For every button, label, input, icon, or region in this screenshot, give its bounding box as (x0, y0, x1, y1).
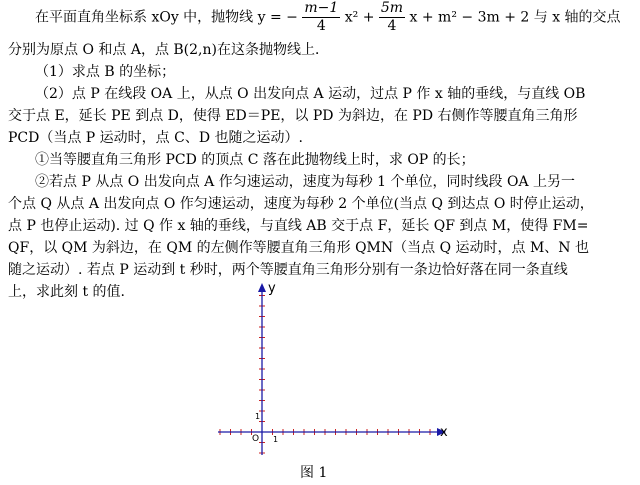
line1-mid: x² + (344, 9, 375, 26)
question-2-line-1: （2）点 P 在线段 OA 上，从点 O 出发向点 A 运动，过点 P 作 x 轴的垂线，与直线 OB (35, 86, 586, 102)
question-1: （1）求点 B 的坐标； (35, 64, 176, 80)
x-unit-label: 1 (273, 435, 279, 444)
y-axis-label: y (268, 281, 276, 296)
sub-question-2-line-5: 随之运动）. 若点 P 运动到 t 秒时，两个等腰直角三角形分别有一条边恰好落在同一条直线 (8, 262, 568, 278)
sub-question-2-line-6: 上，求此刻 t 的值. (8, 284, 125, 300)
sub-question-2-line-2: 个点 Q 从点 A 出发向点 O 作匀速运动，速度为每秒 2 个单位(当点 Q 到达点 O 时停止运动， (8, 196, 594, 212)
sub-question-2-line-4: QF，以 QM 为斜边，在 QM 的左侧作等腰直角三角形 QMN（当点 Q 运动时，点 M、N 也 (8, 240, 589, 256)
line1-prefix: 在平面直角坐标系 xOy 中，抛物线 y = − (35, 9, 298, 26)
fraction-1-denominator: 4 (316, 18, 326, 34)
origin-label: O (252, 434, 260, 444)
fraction-1-numerator: m−1 (304, 0, 339, 16)
sub-question-1: ①当等腰直角三角形 PCD 的顶点 C 落在此抛物线上时，求 OP 的长； (35, 152, 475, 168)
question-2-line-2: 交于点 E，延长 PE 到点 D，使得 ED＝PE，以 PD 为斜边，在 PD 右侧作等腰直角三角形 (8, 108, 578, 124)
sub-question-2-line-1: ②若点 P 从点 O 出发向点 A 作匀速运动，速度为每秒 1 个单位，同时线段 OA 上另一 (35, 174, 576, 190)
x-axis-label: x (440, 425, 448, 440)
y-unit-label: 1 (255, 412, 261, 421)
problem-line-2: 分别为原点 O 和点 A，点 B(2,n)在这条抛物线上． (8, 42, 329, 58)
line1-suffix: x + m² − 3m + 2 与 x 轴的交点 (409, 9, 621, 26)
sub-question-2-line-3: 点 P 也停止运动). 过 Q 作 x 轴的垂线，与直线 AB 交于点 F，延长 QF 到点 M，使得 FM= (8, 218, 589, 234)
fraction-2-numerator: 5m (380, 0, 404, 16)
fraction-2-denominator: 4 (387, 18, 397, 34)
y-axis-arrow-icon (258, 283, 266, 292)
axis-ticks (220, 296, 430, 454)
question-2-line-3: PCD（当点 P 运动时，点 C、D 也随之运动）. (8, 130, 303, 146)
figure-caption: 图 1 (300, 465, 328, 481)
